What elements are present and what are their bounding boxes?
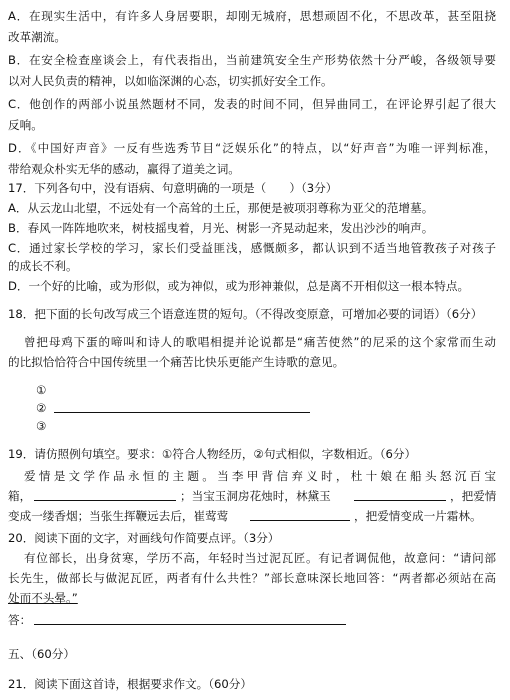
q19-line2-end: ，把爱情 bbox=[450, 489, 497, 503]
q20-line1: 有位部长，出身贫寒，学历不高，年轻时当过泥瓦匠。有记者调侃他，故意问：“请问部 bbox=[24, 551, 496, 565]
q19-blank-3[interactable] bbox=[250, 520, 350, 521]
q17-option-d: D．一个好的比喻，或为形似，或为神似，或为形神兼似，总是离不开相似这一根本特点。 bbox=[8, 279, 470, 293]
q20-line2: 长先生，做部长与做泥瓦匠，两者有什么共性？”部长意味深长地回答：“两者都必须站在高 bbox=[8, 571, 496, 585]
q18-mark-3: ③ bbox=[36, 419, 47, 433]
section-5-heading: 五、（60分） bbox=[8, 647, 75, 661]
q18-passage-line1: 曾把母鸡下蛋的啼叫和诗人的歌唱相提并论说都是“痛苦使然”的尼采的这个家常而生动 bbox=[24, 335, 496, 349]
q16-option-d-line2: 带给观众朴实无华的感动，赢得了道美之词。 bbox=[8, 162, 240, 176]
q18-mark-2: ② bbox=[36, 401, 47, 415]
q20-line3: 处而不头晕。” bbox=[8, 591, 78, 605]
q20-answer-label: 答： bbox=[8, 613, 32, 627]
q20-stem: 20．阅读下面的文字，对画线句作简要点评。（3分） bbox=[8, 531, 280, 545]
q16-option-c-line1: C．他创作的两部小说虽然题材不同，发表的时间不同，但异曲同工，在评论界引起了很大 bbox=[8, 97, 496, 111]
q18-stem: 18．把下面的长句改写成三个语意连贯的短句。（不得改变原意，可增加必要的词语）（6分） bbox=[8, 307, 483, 321]
q17-stem: 17．下列各句中，没有语病、句意明确的一项是（ ）（3分） bbox=[8, 181, 338, 195]
q19-blank-2[interactable] bbox=[354, 500, 446, 501]
q19-stem: 19．请仿照例句填空。要求：①符合人物经历，②句式相似，字数相近。（6分） bbox=[8, 447, 417, 461]
q16-option-c-line2: 反响。 bbox=[8, 118, 43, 132]
q19-line3-start: 变成一缕香烟；当张生挥鞭远去后，崔莺莺 bbox=[8, 509, 229, 523]
q16-option-a-line1: A．在现实生活中，有许多人身居要职，却刚无城府，思想顽固不化，不思改革，甚至阻挠 bbox=[8, 9, 496, 23]
q19-line3-end: ，把爱情变成一片霜林。 bbox=[354, 509, 482, 523]
q16-option-a-line2: 改革潮流。 bbox=[8, 30, 66, 44]
q17-option-a: A．从云龙山北望，不远处有一个高耸的土丘，那便是被项羽尊称为亚父的范增墓。 bbox=[8, 201, 434, 215]
q17-option-c-line1: C．通过家长学校的学习，家长们受益匪浅，感慨颇多，都认识到不适当地管教孩子对孩子 bbox=[8, 241, 496, 255]
q16-option-b-line1: B．在安全检查座谈会上，有代表指出，当前建筑安全生产形势依然十分严峻，各级领导要 bbox=[8, 53, 496, 67]
q19-blank-1[interactable] bbox=[34, 500, 176, 501]
q16-option-b-line2: 以对人民负责的精神，以如临深渊的心态，切实抓好安全工作。 bbox=[8, 74, 333, 88]
q17-option-b: B．春风一阵阵地吹来，树枝摇曳着，月光、树影一齐晃动起来，发出沙沙的响声。 bbox=[8, 221, 434, 235]
q18-mark-1: ① bbox=[36, 383, 47, 397]
q17-option-c-line2: 的成长不利。 bbox=[8, 259, 78, 273]
q19-line2-start: 箱， bbox=[8, 489, 32, 503]
q19-line2-mid: ；当宝玉洞房花烛时，林黛玉 bbox=[180, 489, 331, 503]
q16-option-d-line1: D．《中国好声音》一反有些选秀节目“泛娱乐化”的特点，以“好声音”为唯一评判标准， bbox=[8, 141, 496, 155]
q20-answer-line[interactable] bbox=[34, 624, 346, 625]
q18-passage-line2: 的比拟恰恰符合中国传统里一个痛苦比快乐更能产生诗歌的意见。 bbox=[8, 355, 345, 369]
q21-stem: 21．阅读下面这首诗，根据要求作文。（60分） bbox=[8, 677, 252, 691]
q19-line1: 爱情是文学作品永恒的主题。当李甲背信弃义时，杜十娘在船头怒沉百宝 bbox=[24, 469, 496, 483]
q18-answer-line-2[interactable] bbox=[54, 412, 310, 413]
